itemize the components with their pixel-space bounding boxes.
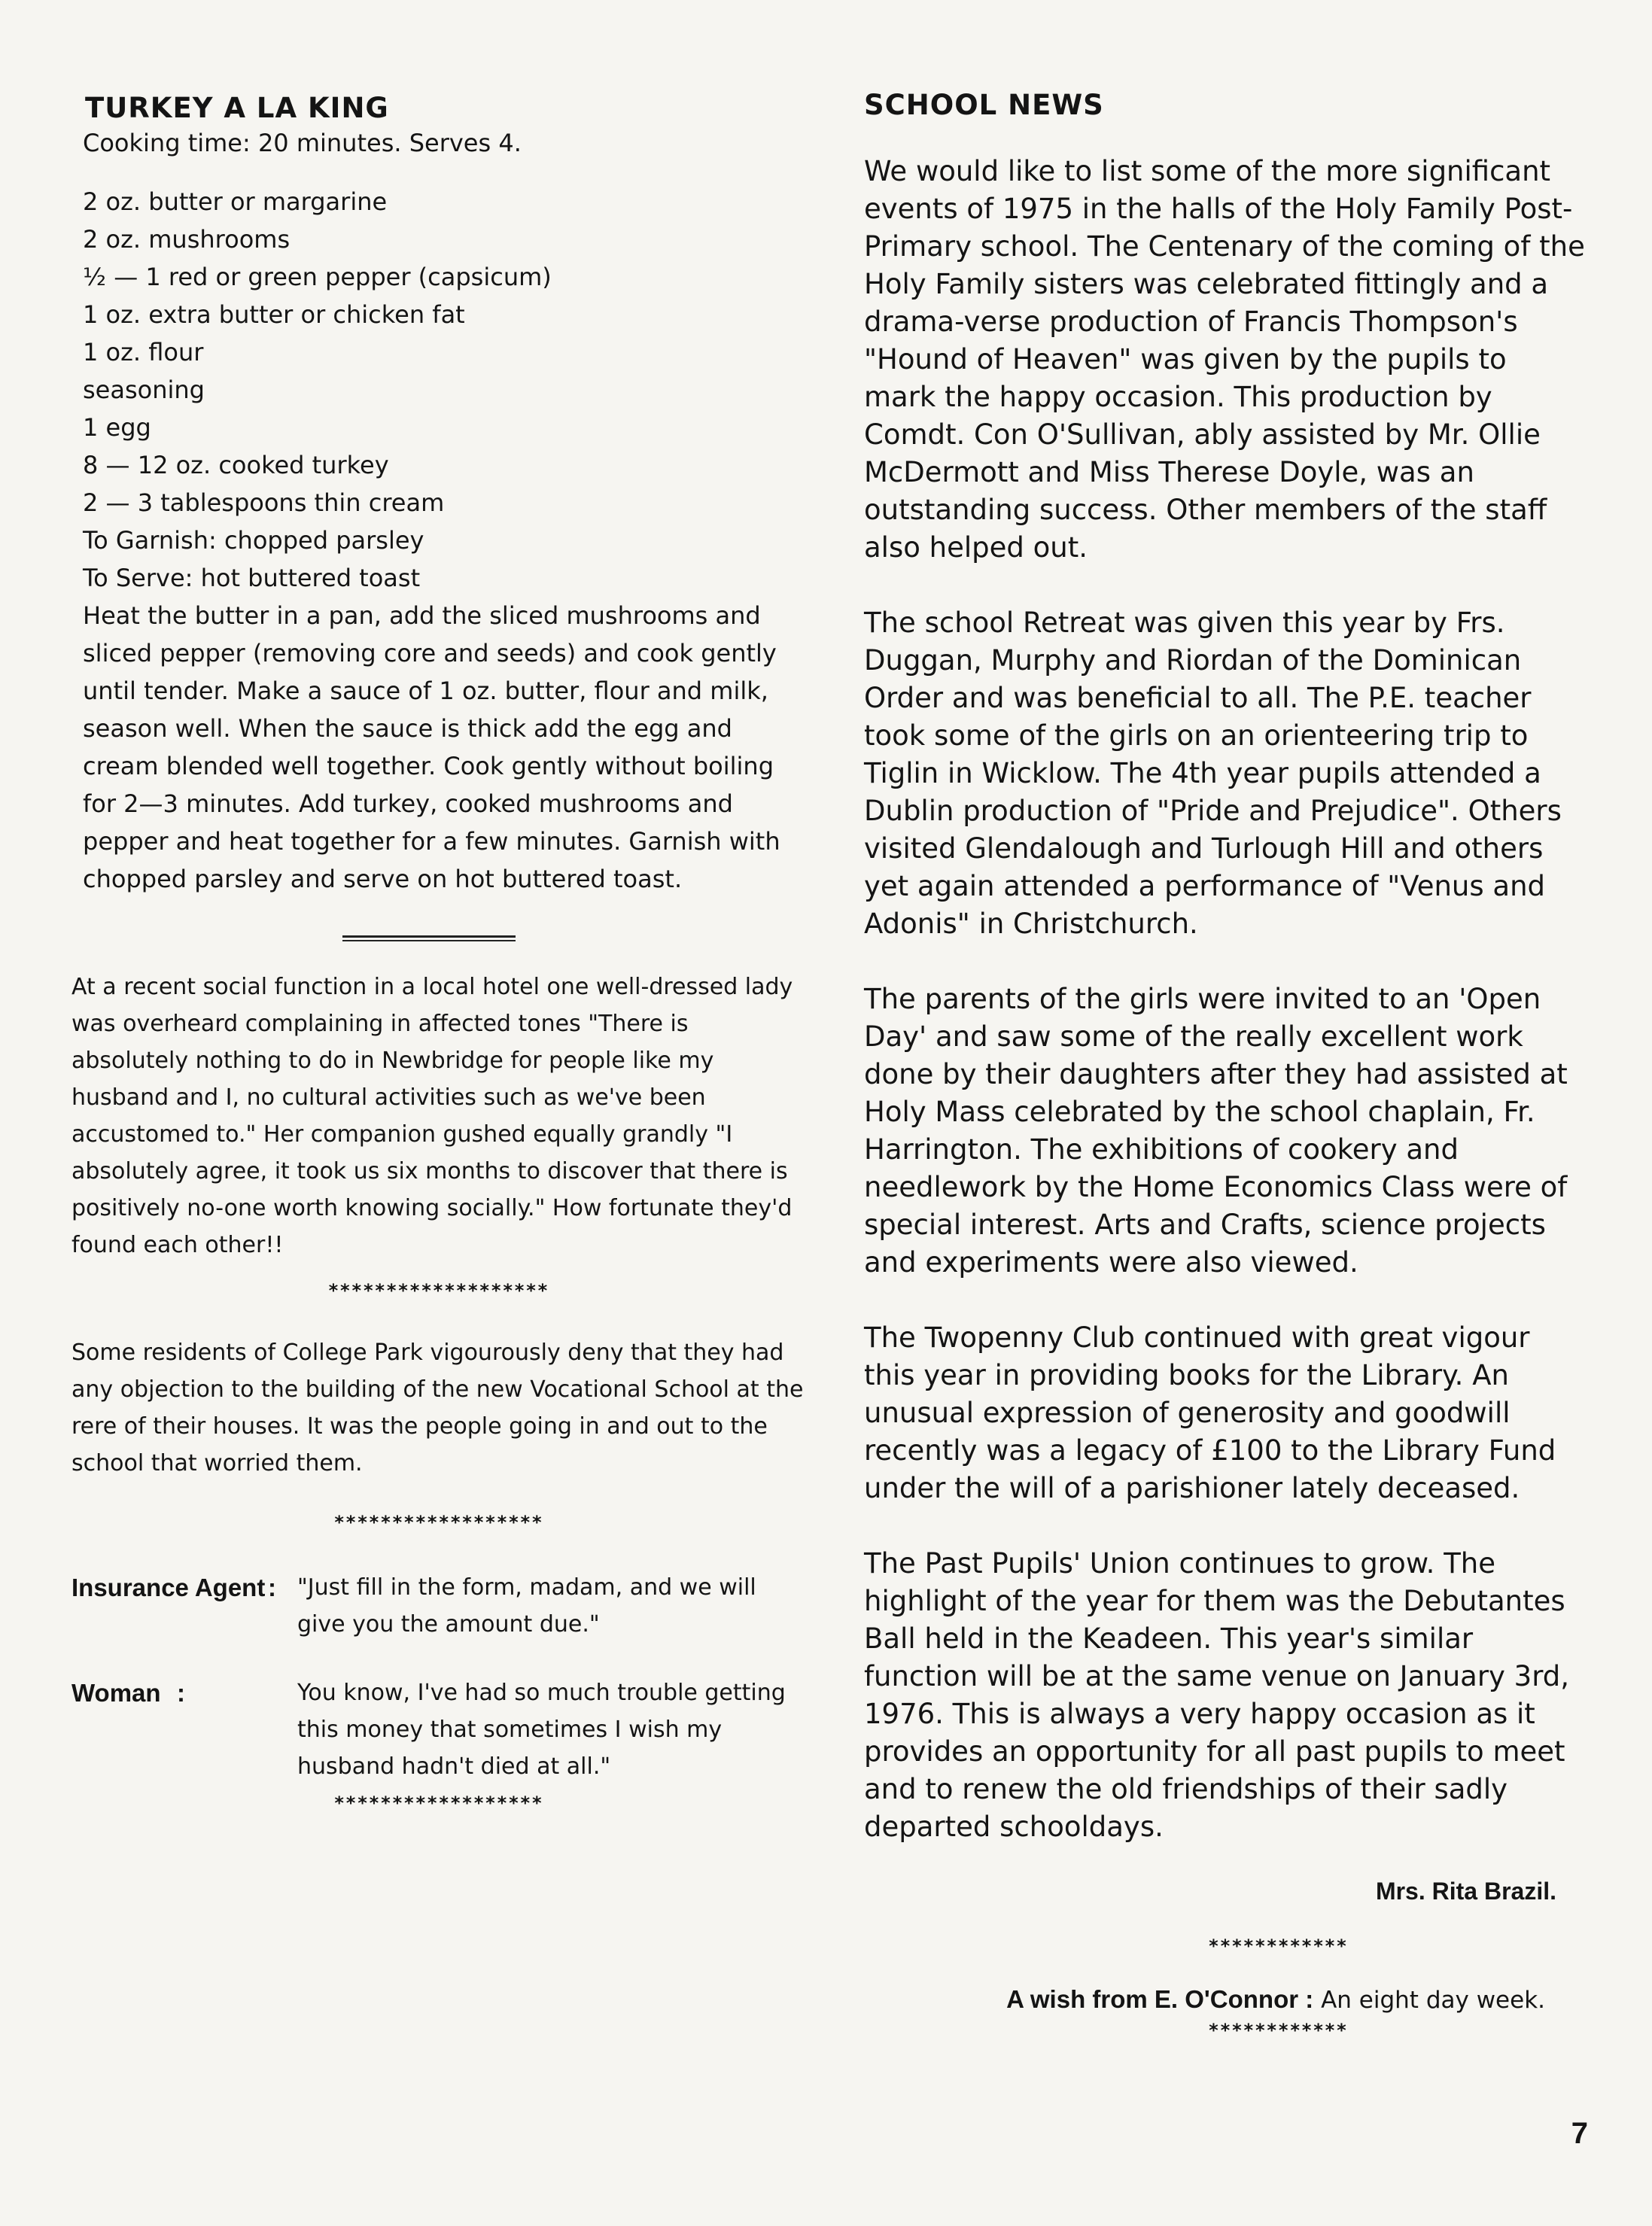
left-column — [71, 75, 805, 1814]
author-signature: Mrs. Rita Brazil. — [1375, 1878, 1556, 1905]
right-column — [864, 75, 1587, 2041]
news-paragraph: The Twopenny Club continued with great vigour this year in providing books for the Library. An unusual expression of generosity and goodwill recently was a legacy of £100 to the Library Fund under the will of a parishioner lately deceased. — [864, 1321, 1556, 1504]
asterisk-separator: ************ — [1208, 2020, 1348, 2041]
asterisk-separator: ******************* — [327, 1280, 549, 1301]
social-function-anecdote: At a recent social function in a local hotel one well-dressed lady was overheard complaining in affected tones "There is absolutely nothing to do in Newbridge for people like my husband and I, no cultural activities such as we've been accustomed to." Her companion gushed equally grandly "I absolutely agree, it took us six months to discover that there is positively no-one worth knowing socially." How fortunate they'd found each other!! — [71, 974, 793, 1258]
asterisk-separator: ****************** — [333, 1512, 543, 1533]
speaker-name: Insurance Agent — [71, 1574, 266, 1601]
ingredient: seasoning — [83, 376, 205, 404]
ingredient: ½ — 1 red or green pepper (capsicum) — [83, 263, 552, 291]
dialogue-line: You know, I've had so much trouble getting this money that sometimes I wish my husband hadn't died at all." — [297, 1680, 786, 1780]
speaker-label — [71, 1674, 297, 1785]
school-news-title: SCHOOL NEWS — [864, 89, 1104, 121]
ingredient: 2 oz. butter or margarine — [83, 187, 388, 216]
ingredient: 1 oz. extra butter or chicken fat — [83, 300, 465, 329]
ingredient: 2 — 3 tablespoons thin cream — [83, 488, 445, 517]
school-news-body — [864, 153, 1587, 1846]
speaker-label — [71, 1569, 297, 1643]
ingredient: To Garnish: chopped parsley — [83, 526, 424, 555]
dialogue-row — [71, 1674, 805, 1785]
wish-label: A wish from E. O'Connor : — [1006, 1985, 1314, 2013]
college-park-anecdote: Some residents of College Park vigourously deny that they had any objection to the building of the new Vocational School at the rere of their houses. It was the people going in and out to the school that worried them. — [71, 1340, 804, 1476]
dialogue-row — [71, 1569, 805, 1643]
asterisk-separator: ************ — [1208, 1936, 1348, 1957]
speaker-name: Woman — [71, 1679, 161, 1707]
ingredient-list — [83, 183, 805, 597]
insurance-joke — [71, 1569, 805, 1785]
recipe-method: Heat the butter in a pan, add the sliced mushrooms and sliced pepper (removing core and seeds) and cook gently until tender. Make a sauce of 1 oz. butter, flour and milk, season well. When the sauce is thick add the egg and cream blended well together. Cook gently without boiling for 2—3 minutes. Add turkey, cooked mushrooms and pepper and heat together for a few minutes. Garnish with chopped parsley and serve on hot buttered toast. — [83, 601, 780, 893]
page-number: 7 — [1571, 2117, 1588, 2150]
recipe — [83, 124, 805, 898]
speaker-colon: : — [268, 1574, 276, 1601]
wish-line — [864, 1985, 1587, 2014]
cooking-time: Cooking time: 20 minutes. Serves 4. — [83, 129, 522, 157]
recipe-title: TURKEY A LA KING — [85, 92, 389, 124]
ingredient: 1 egg — [83, 413, 151, 442]
ingredient: To Serve: hot buttered toast — [83, 564, 421, 592]
news-paragraph: The parents of the girls were invited to an 'Open Day' and saw some of the really excellent work done by their daughters after they had assisted at Holy Mass celebrated by the school chaplain, Fr. Harrington. The exhibitions of cookery and needlework by the Home Economics Class were of special interest. Arts and Crafts, science projects and experiments were also viewed. — [864, 983, 1568, 1279]
speaker-colon: : — [177, 1679, 185, 1707]
double-rule-divider — [342, 935, 516, 941]
dialogue-line: "Just fill in the form, madam, and we will give you the amount due." — [297, 1574, 756, 1638]
ingredient: 2 oz. mushrooms — [83, 225, 291, 254]
news-paragraph: The Past Pupils' Union continues to grow. The highlight of the year for them was the Debutantes Ball held in the Keadeen. This year's similar function will be at the same venue on January 3rd, 1976. This is always a very happy occasion as it provides an opportunity for all past pupils to meet and to renew the old friendships of their sadly departed schooldays. — [864, 1547, 1570, 1843]
asterisk-separator: ****************** — [333, 1793, 543, 1814]
news-paragraph: The school Retreat was given this year by Frs. Duggan, Murphy and Riordan of the Dominican Order and was beneficial to all. The P.E. teacher took some of the girls on an orienteering trip to Tiglin in Wicklow. The 4th year pupils attended a Dublin production of "Pride and Prejudice". Others visited Glendalough and Turlough Hill and others yet again attended a performance of "Venus and Adonis" in Christchurch. — [864, 607, 1562, 940]
wish-text: An eight day week. — [1321, 1987, 1545, 2014]
news-paragraph: We would like to list some of the more significant events of 1975 in the halls of the Holy Family Post-Primary school. The Centenary of the coming of the Holy Family sisters was celebrated fittingly and a drama-verse production of Francis Thompson's "Hound of Heaven" was given by the pupils to mark the happy occasion. This production by Comdt. Con O'Sullivan, ably assisted by Mr. Ollie McDermott and Miss Therese Doyle, was an outstanding success. Other members of the staff also helped out. — [864, 155, 1585, 564]
ingredient: 8 — 12 oz. cooked turkey — [83, 451, 389, 479]
ingredient: 1 oz. flour — [83, 338, 204, 366]
